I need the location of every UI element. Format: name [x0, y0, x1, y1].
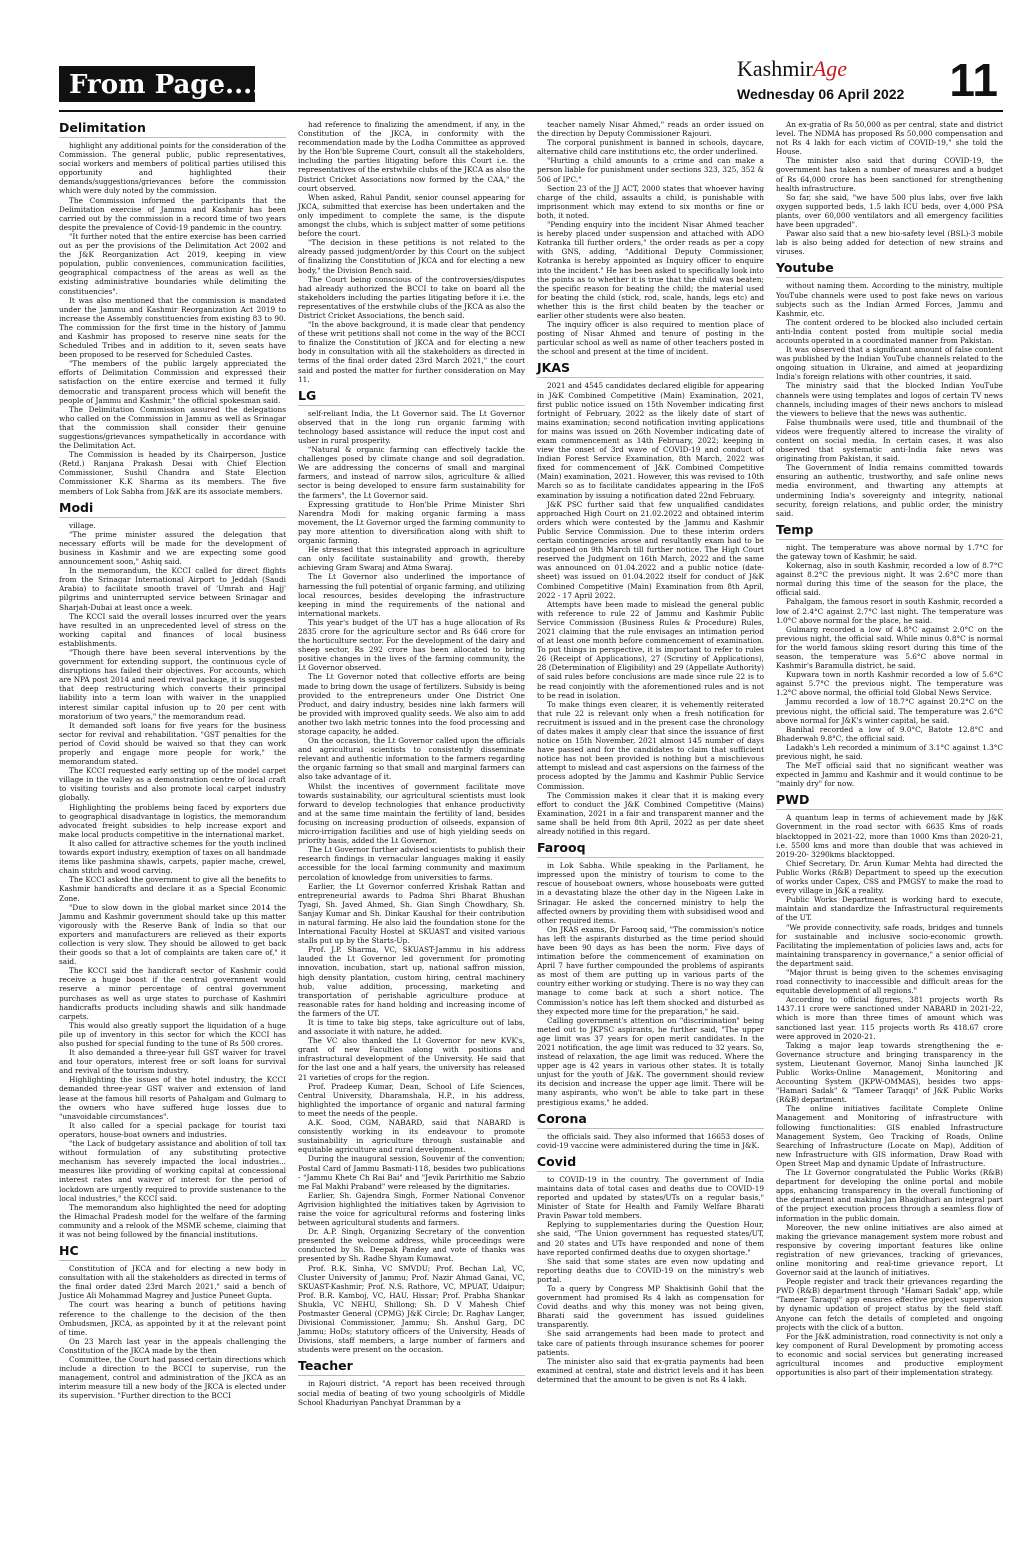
- column-4: [776, 120, 1003, 1552]
- article-paragraph: Expressing gratitude to Hon'ble Prime Minister Shri Narendra Modi for making organic farming a mass movement, the Lt Governor urged the farming community to pay more attention to diversification along with shift to organic farming.: [298, 499, 525, 546]
- article-paragraph: The MeT official said that no significant weather was expected in Jammu and Kashmir and it would continue to be "mainly dry" for now.: [776, 761, 1003, 789]
- article-paragraph: It also called for a special package for tourist taxi operators, house-boat owners and industries.: [59, 1120, 286, 1139]
- article-paragraph: Prof. Pradeep Kumar, Dean, School of Life Sciences, Central University, Dharamshala, H.P., in his address, highlighted the importance of organic and natural farming to meet the needs of the people.: [298, 1081, 525, 1118]
- article-paragraph: When asked, Rahul Pandit, senior counsel appearing for JKCA, submitted that exercise has been undertaken and the only impediment to complete the same, is the dispute amongst the clubs, which is subject matter of some petitions before the court.: [298, 192, 525, 239]
- article-paragraph: Attempts have been made to mislead the general public with reference to rule 22 of Jammu and Kashmir Public Service Commission (Business Rules & Procedure) Rules, 2021 claiming that the rule envisages an intimation period of at least one month before commencement of examination. To put things in perspective, it is important to refer to rules 26 (Receipt of Applications), 27 (Scrutiny of Applications), 28 (Determination of Eligibility) and 29 (Appellate Authority) of said rules before conclusions are made since rule 22 is to be read conjointly with the aforementioned rules and is not to be read in isolation.: [537, 599, 764, 700]
- article-paragraph: Taking a major leap towards strengthening the e-Governance structure and bringing transparency in the system, Lieutenant Governor, Manoj Sinha launched JK Public Works-Online Management, Monitoring and Accounting System (JKPW-OMMAS), besides two apps- "Hamari Sadak" & "Tameer Taraqqi" of J&K Public Works (R&B) department.: [776, 1040, 1003, 1105]
- section-heading: HC: [59, 1243, 286, 1261]
- article-paragraph: Dr. A.P. Singh, Organizing Secretary of the convention presented the welcome address, while proceedings were conducted by Sh. Deepak Pandey and vote of thanks was presented by Sh. Radhe Shyam Kumawat.: [298, 1227, 525, 1264]
- article-paragraph: A.K. Sood, CGM, NABARD, said that NABARD is consistently working in its endeavour to promote sustainability in agriculture through sustainable and equitable agriculture and rural development.: [298, 1118, 525, 1155]
- article-paragraph: self-reliant India, the Lt Governor said. The Lt Governor observed that in the long run organic farming with technology based assistance will reduce the input cost and usher in rural prosperity.: [298, 408, 525, 445]
- article-paragraph: During the inaugural session, Souvenir of the convention; Postal Card of Jammu Basmati-118, besides two publications - "Jammu Khete Ch Rai Bai" and "Jevik Parirthitio me Sabzio me Fal Makhi Praband" were released by the dignitaries.: [298, 1154, 525, 1191]
- article-paragraph: The minister also said that during COVID-19, the government has taken a number of measures and a budget of Rs 64,000 crore has been sanctioned for strengthening health infrastructure.: [776, 156, 1003, 193]
- article-paragraph: "Though there have been several interventions by the government for extending support, the continuous cycle of disruptions has failed their objectives. For accounts, which are NPA post 2014 and need revival package, it is suggested that deep restructuring which converts their principal liability into a term loan with waiver in the unapplied interest similar capital infusion up to 20 per cent with moratorium of two years," the memorandum read.: [59, 647, 286, 721]
- article-paragraph: The Commission informed the participants that the Delimitation exercise of Jammu and Kashmir has been carried out by the commission in a record time of two years despite the prevalence of Covid-19 pandemic in the country.: [59, 195, 286, 232]
- article-paragraph: Moreover, the new online initiatives are also aimed at making the grievance management system more robust and responsive by covering important features like online registration of new grievances, tracking of grievances, online monitoring and real-time grievance report, Lt Governor said at the launch of initiatives.: [776, 1222, 1003, 1278]
- article-paragraph: village.: [69, 520, 96, 530]
- article-paragraph: Pahalgam, the famous resort in south Kashmir, recorded a low of 2.4°C against 2.7°C last night. The temperature was 1.0°C above normal for the place, he said.: [776, 597, 1003, 625]
- article-paragraph: the officials said. They also informed that 16653 doses of covid-19 vaccine were administered during the time in J&K.: [537, 1131, 764, 1150]
- article-paragraph: Replying to supplementaries during the Question Hour, she said, "The Union government has requested states/UT, and 20 states and UTs have responded and none of them have reported confirmed deaths due to oxygen shortage.": [537, 1220, 764, 1257]
- section-banner: From Page....01: [59, 66, 255, 102]
- article-paragraph: teacher namely Nisar Ahmed," reads an order issued on the direction by Deputy Commissioner Rajouri.: [537, 120, 764, 139]
- article-paragraph: Committee, the Court had passed certain directions which include a direction to the BCCI to supervise, run the management, control and administration of the JKCA as an interim measure till a new body of the JKCA is elected under its supervision. "Further direction to the BCCI: [59, 1355, 286, 1401]
- article-paragraph: It is time to take big steps, take agriculture out of labs, and associate it with nature, he added.: [298, 1018, 525, 1037]
- page-number: 11: [949, 54, 998, 106]
- article-paragraph: Gulmarg recorded a low of 4.8°C against 2.0°C on the previous night, the official said. While minus 0.8°C is normal for the world famous skiing resort during this time of the season, the temperature was 5.6°C above normal in Kashmir's Baramulla district, he said.: [776, 624, 1003, 671]
- article-paragraph: Highlighting the issues of the hotel industry, the KCCI demanded three-year GST waiver and extension of land lease at the famous hill resorts of Pahalgam and Gulmarg to the owners who have suffered huge losses due to "unavoidable circumstances".: [59, 1075, 286, 1121]
- article-paragraph: "Hurting a child amounts to a crime and can make a person liable for punishment under sections 323, 325, 352 & 506 of IPC.": [537, 156, 764, 184]
- article-paragraph: The KCCI requested early setting up of the model carpet village in the valley as a demonstration centre of local craft to visiting tourists and also promote local carpet industry globally.: [59, 766, 286, 803]
- article-paragraph: The inquiry officer is also required to mention place of posting of Nisar Ahmed and tenure of posting in the particular school as well as name of other teachers posted in the school and present at the time of incident.: [537, 320, 764, 357]
- masthead: [737, 58, 927, 108]
- article-paragraph: Prof. J.P. Sharma, VC, SKUAST-Jammu in his address lauded the Lt Governor led government for promoting innovation, incubation, start up, national saffron mission, high density plantation, custom hiring, central machinery hub, value addition, processing, marketing and transportation of perishable agriculture produce at reasonable rates for hand holding and increasing income of the farmers of the UT.: [298, 945, 525, 1018]
- article-paragraph: Public Works Department is working hard to execute, maintain and standardize the Infrastructural requirements of the UT.: [776, 895, 1003, 923]
- article-paragraph: It was also mentioned that the commission is mandated under the Jammu and Kashmir Reorganization Act 2019 to increase the Assembly constituencies from existing 83 to 90. The commission for the first time in the history of Jammu and Kashmir has proposed to reserve nine seats for the Scheduled Tribes and in addition to it, seven seats have been proposed to be reserved for Scheduled Castes.: [59, 295, 286, 360]
- issue-date: Wednesday 06 April 2022: [737, 86, 905, 102]
- article-paragraph: Highlighting the problems being faced by exporters due to geographical disadvantage in logistics, the memorandum advocated freight subsidies to help increase export and make local products competitive in the international market.: [59, 802, 286, 839]
- column-1: [59, 120, 286, 1552]
- article-paragraph: night. The temperature was above normal by 1.7°C for the gateway town of Kashmir, he said.: [776, 542, 1003, 561]
- section-heading: Modi: [59, 500, 286, 518]
- article-paragraph: The Court being conscious of the controversies/disputes had already authorized the BCCI to take on board all the stakeholders including the parties litigating before it i.e. the representatives of the erstwhile clubs of the JKCA as also the District Cricket Associations, the bench said.: [298, 274, 525, 320]
- article-paragraph: It also demanded a three-year full GST waiver for travel and tour operators, interest free or soft loans for survival and revival of the tourism industry.: [59, 1048, 286, 1076]
- article-paragraph: The VC also thanked the Lt Governor for new KVK's, grant of new Faculties along with positions and infrastructural development of the University. He said that for the last one and a half years, the university has released 21 varieties of crops for the region.: [298, 1036, 525, 1082]
- article-paragraph: On JKAS exams, Dr Farooq said, "The commission's notice has left the aspirants disturbed as the time period should have been 90 days as has been the norm. Five days of intimation before the commencement of examination on April 7 have further compounded the problems of aspirants as most of them are putting up in various parts of the country either working or studying. There is no way they can manage to come back at such a short notice. The Commission's notice has left them shocked and disturbed as they expected more time for the preparation," he said.: [537, 924, 764, 1016]
- article-paragraph: The court was hearing a bunch of petitions having reference to the challenge to the decision of the then Ombudsmen, JKCA, as appointed by it at the relevant point of time.: [59, 1300, 286, 1337]
- article-paragraph: The KCCI said the overall losses incurred over the years have resulted in an unprecedented level of stress on the working capital and finances of local business establishments.: [59, 611, 286, 648]
- article-paragraph: Whilst the incentives of government facilitate move towards sustainability, our agricultural scientists must look forward to develop technologies that enhance productivity and at the same time maintain the fertility of land, besides focusing on increasing production of oilseeds, expansion of micro-irrigation facilities and use of high yielding seeds on priority basis, added the Lt Governor.: [298, 781, 525, 846]
- header-rule: [59, 110, 1003, 112]
- article-paragraph: An ex-gratia of Rs 50,000 as per central, state and district level. The NDMA has proposed Rs 50,000 compensation and not Rs 4 lakh for each victim of COVID-19," she told the House.: [776, 120, 1003, 157]
- article-paragraph: 2021 and 4545 candidates declared eligible for appearing in J&K Combined Competitive (Main) Examination, 2021, first public notice issued on 15th November indicating first fortnight of February, 2022 as the likely date of start of mains examination; second notification inviting applications for mains was issued on 26th November indicating date of exam commencement as 14th February, 2022; keeping in view the onset of 3rd wave of COVID-19 and conduct of Indian Forest Service Examination, 8th March, 2022 was fixed for commencement of J&K Combined Competitive (Main) examination, 2021. However, this was revised to 10th March so as to facilitate candidates appearing in the IFoS examination by issuing a notification dated 22nd February.: [537, 381, 764, 500]
- article-paragraph: The corporal punishment is banned in schools, daycare, alternative child care institutions etc, the order underlined.: [537, 138, 764, 157]
- article-paragraph: The KCCI asked the government to give all the benefits to Kashmir handicrafts and declare it as a Special Economic Zone.: [59, 875, 286, 903]
- section-heading: Delimitation: [59, 120, 286, 138]
- article-paragraph: Jammu recorded a low of 18.7°C against 20.2°C on the previous night, the official said. The temperature was 2.6°C above normal for J&K's winter capital, he said.: [776, 697, 1003, 725]
- article-paragraph: "Due to slow down in the global market since 2014 the Jammu and Kashmir government should take up this matter vigorously with the Reserve Bank of India so that our exporters and manufacturers are relieved as their exports collection is very slow. They should be allowed to get back their goods so that a lot of complaints are taken care of," it said.: [59, 902, 286, 967]
- article-paragraph: "Natural & organic farming can effectively tackle the challenges posed by climate change and soil degradation. We are addressing the concerns of small and marginal farmers, and instead of narrow silos, agriculture & allied sector is being developed to ensure farm sustainability for the farmers", the Lt Governor said.: [298, 445, 525, 500]
- article-paragraph: in Rajouri district. "A report has been received through social media of beating of two young schoolgirls of Middle School Khaduriyan Panchyat Dramman by a: [298, 1379, 525, 1407]
- article-paragraph: The Lt Governor congratulated the Public Works (R&B) department for developing the online portal and mobile apps, enhancing transparency in the overall functioning of the department and making Jan Bhagidhari an integral part of the project execution process through a seamless flow of information in the public domain.: [776, 1168, 1003, 1223]
- article-paragraph: highlight any additional points for the consideration of the Commission. The general public, public representatives, social workers and members of political parties utilised this opportunity and highlighted their demands/suggestions/grievances before the commission which were duly noted by the commission.: [59, 141, 286, 196]
- article-paragraph: It demanded soft loans for five years for the business sector for revival and rehabilitation. "GST penalties for the period of Covid should be waived so that they can work properly and engage more people for work," the memorandum stated.: [59, 720, 286, 767]
- article-paragraph: The Lt Governor also underlined the importance of harnessing the full potential of organic farming, and utilizing local resources, besides developing the infrastructure keeping in mind the requirements of the national and international markets.: [298, 572, 525, 618]
- article-paragraph: "the Lack of budgetary assistance and abolition of toll tax without formulation of any substituting protective mechanism has severely impacted the local industries... measures like providing of working capital at concessional interest rates and waiver of interest for the period of lockdown are urgently required to provide sustenance to the local industries," the KCCI said.: [59, 1139, 286, 1203]
- section-heading: Corona: [537, 1111, 764, 1129]
- column-3: [537, 120, 764, 1552]
- article-paragraph: False thumbnails were used, title and thumbnail of the videos were frequently altered to increase the virality of content on social media. In certain cases, it was also observed that systematic anti-India fake news was originating from Pakistan, it said.: [776, 417, 1003, 464]
- article-paragraph: Constitution of JKCA and for electing a new body in consultation with all the stakeholders as directed in terms of the final order dated 23rd March 2021," said a bench of Justice Ali Mohammad Magrey and Justice Puneet Gupta.: [59, 1264, 286, 1301]
- article-paragraph: The Commission makes it clear that it is making every effort to conduct the J&K Combined Competitive (Mains) Examination, 2021 in a fair and transparent manner and the same shall be held from 8th April, 2022 as per date sheet already notified in this regard.: [537, 790, 764, 837]
- section-heading: Farooq: [537, 840, 764, 858]
- article-paragraph: "The prime minister assured the delegation that necessary efforts will be made for the development of business in Kashmir and we are expecting some good announcement soon," Ashiq said.: [59, 529, 286, 567]
- article-paragraph: in Lok Sabha. While speaking in the Parliament, he impressed upon the ministry of tourism to come to the rescue of houseboat owners, whose houseboats were gutted in a devastating blaze the other day in the Nigeen Lake in Srinagar. He asked the concerned ministry to help the affected owners by providing them with subsidised wood and other required items.: [537, 861, 764, 925]
- article-paragraph: She said that some states are even now updating and reporting deaths due to COVID-19 on the ministry's web portal.: [537, 1256, 764, 1284]
- article-paragraph: People register and track their grievances regarding the PWD (R&B) department through "Hamari Sadak" app, while "Tameer Taraqqi" app ensures effective project supervision by dynamic updation of project status by the field staff. Anyone can fetch the details of completed and ongoing projects with the click of a button.: [776, 1277, 1003, 1332]
- article-paragraph: On the occasion, the Lt Governor called upon the officials and agricultural scientists to consistently disseminate relevant and authentic information to the farmers regarding the organic farming so that small and marginal farmers can also take advantage of it.: [298, 736, 525, 782]
- article-paragraph: Prof. R.K. Sinha, VC SMVDU; Prof. Bechan Lal, VC, Cluster University of Jammu; Prof. Nazir Ahmad Ganai, VC, SKUAST-Kashmir; Prof. N.S. Rathore, VC, MPUAT, Udaipur; Prof. B.R. Kamboj, VC, HAU, Hissar; Prof. Prabha Shankar Shukla, VC NEHU, Shillong; Sh. D V Mahesh Chief Postmaster General (CPMG) J&K Circle; Dr. Raghav Langer, Divisional Commissioner, Jammu; Sh. Anshul Garg, DC Jammu; HoDs; statutory officers of the University, Heads of Divisions, staff members, a large number of farmers and students were present on the occasion.: [298, 1263, 525, 1355]
- article-paragraph: The online initiatives facilitate Complete Online Management and Monitoring of infrastructure with following functionalities: GIS enabled Infrastructure Management System, Geo Tracking of Roads, Online Searching of Infrastructure (Locate on Map), Addition of new Infrastructure with GIS information, Draw Road with Open Street Map and dynamic Update of Infrastructure.: [776, 1104, 1003, 1168]
- article-paragraph: He stressed that this integrated approach in agriculture can only facilitate sustainability and growth, thereby achieving Gram Swaraj and Atma Swaraj.: [298, 545, 525, 573]
- article-paragraph: Calling government's attention on "discrimination" being meted out to JKPSC aspirants, he further said, "The upper age limit was 37 years for open merit candidates. In the 2021 notification, the age limit was reduced to 32 years. So, instead of relaxation, the age limit was reduced. Where the upper age is 42 years in various other states. It is totally unjust for the youth of J&K. The government should review its decision and increase the upper age limit. There will be many aspirants, who won't be able to take part in these prestigious exams," he added.: [537, 1015, 764, 1107]
- masthead-logo: [737, 58, 927, 80]
- article-paragraph: Earlier, Sh. Gajendra Singh, Former National Convenor Agrivision highlighted the initiatives taken by Agrivision to raise the voice for agricultural reforms and fostering links between agricultural students and farmers.: [298, 1190, 525, 1228]
- masthead-age: Age: [812, 56, 847, 81]
- article-paragraph: Earlier, the Lt Governor conferred Krishak Rattan and entrepreneurial awards to Padma Shri Bharat Bhushan Tyagi, Sh. Javed Ahmed, Sh. Gian Singh Chowdhary, Sh. Sanjay Kumar and Sh. Dinkar Kaushal for their contribution in natural farming. He also laid the foundation stone for the International Faculty Hostel at SKUAST and visited various stalls put up by the Starts-Up.: [298, 881, 525, 946]
- article-paragraph: The minister also said that ex-gratia payments had been examined at central, state and district levels and it has been determined that the amount to be given is not Rs 4 lakh.: [537, 1356, 764, 1384]
- section-heading: JKAS: [537, 360, 764, 378]
- article-paragraph: Kupwara town in north Kashmir recorded a low of 5.6°C against 5.7°C the previous night. The temperature was 1.2°C above normal, the official told Global News Service.: [776, 670, 1003, 698]
- article-paragraph: had reference to finalizing the amendment, if any, in the Constitution of the JKCA, in conformity with the recommendation made by the Lodha Committee as approved by the Hon'ble Supreme Court, consult all the stakeholders, including the parties litigating before this Court i.e. the representatives of the erstwhile clubs of the JKCA as also the District Cricket Associations now formed by the CAA," the court observed.: [298, 120, 525, 193]
- article-paragraph: A quantum leap in terms of achievement made by J&K Government in the road sector with 6635 Kms of roads blacktopped in 2021-22, more than 1000 Kms than 2020-21, i.e. 5500 kms and more than double that was achieved in 2019-20- 3290kms blacktopped.: [776, 813, 1003, 859]
- article-paragraph: "We provide connectivity, safe roads, bridges and tunnels for sustainable and inclusive socio-economic growth. Facilitating the implementation of policies laws and, acts for maintaining transparency in governance," a senior official of the department said.: [776, 922, 1003, 968]
- article-paragraph: Section 23 of the JJ ACT, 2000 states that whoever having charge of the child, assaults a child, is punishable with imprisonment which may extend to six months or fine or both, it noted.: [537, 183, 764, 220]
- article-paragraph: Ladakh's Leh recorded a minimum of 3.1°C against 1.3°C previous night, he said.: [776, 742, 1003, 761]
- article-paragraph: The memorandum also highlighted the need for adopting the Himachal Pradesh model for the welfare of the farming community and a relook of the MSME scheme, claiming that it was not being followed by the financial institutions.: [59, 1202, 286, 1239]
- article-paragraph: The KCCI said the handicraft sector of Kashmir could receive a huge boost if the central government would reserve a minor percentage of central government purchases as well as urge states to purchase of Kashmiri handicrafts products including shawls and silk handmade carpets.: [59, 966, 286, 1021]
- article-paragraph: It also called for attractive schemes for the youth inclined towards export industry, exemption of taxes on all handmade items like pashmina shawls, carpets, papier mache, crewel, chain stitch and wood carving.: [59, 838, 286, 876]
- article-paragraph: In the memorandum, the KCCI called for direct flights from the Srinagar International Airport to Jeddah (Saudi Arabia) to facilitate smooth travel of 'Umrah and Hajj' pilgrims and uninterrupted service between Srinagar and Sharjah-Dubai at least once a week.: [59, 566, 286, 612]
- section-heading: Teacher: [298, 1358, 525, 1376]
- section-heading: Covid: [537, 1154, 764, 1172]
- article-paragraph: Kokernag, also in south Kashmir, recorded a low of 8.7°C against 8.2°C the previous night. It was 2.6°C more than normal during this time of the season for the place, the official said.: [776, 561, 1003, 598]
- article-paragraph: J&K PSC further said that few unqualified candidates approached High Court on 21.02.2022 and obtained interim orders which were contested by the Jammu and Kashmir Public Service Commission. Due to these interim orders certain contingencies arose and resultantly exam had to be postponed on 9th March till further notice. The High Court reserved the Judgment on 16th March, 2022 and the same was announced on 01.04.2022 and a public notice (date-sheet) was issued on 01.04.2022 itself for conduct of J&K Combined Competitive (Main) Examination from 8th April, 2022 - 17 April 2022.: [537, 499, 764, 600]
- article-paragraph: to COVID-19 in the country. The government of India maintains data of total cases and deaths due to COVID-19 reported and updated by states/UTs on a regular basis," Minister of State for Health and Family Welfare Bharati Pravin Pawar told members.: [537, 1174, 764, 1221]
- article-paragraph: She said arrangements had been made to protect and take care of patients through insurance schemes for poorer patients.: [537, 1329, 764, 1357]
- article-paragraph: "The members of the public largely appreciated the efforts of Delimitation Commission and expressed their satisfaction on the entire exercise and termed it fully democratic and transparent process which will benefit the people of Jammu and Kashmir," the official spokesman said.: [59, 359, 286, 405]
- article-paragraph: The Lt Governor further advised scientists to publish their research findings in vernacular languages making it easily accessible for the local farming community and maximum percolation of knowledge from universities to farms.: [298, 845, 525, 882]
- article-paragraph: On 23 March last year in the appeals challenging the Constitution of the JKCA made by the then: [59, 1336, 286, 1355]
- article-paragraph: This would also greatly support the liquidation of a huge pile up of inventory in this sector for which the KCCI has also pushed for special funding to the tune of Rs 500 crores.: [59, 1020, 286, 1048]
- article-paragraph: Chief Secretary, Dr. Arun Kumar Mehta had directed the Public Works (R&B) Department to speed up the execution of works under Capex, CSS and PMGSY to make the road to every village in J&K a reality.: [776, 858, 1003, 896]
- article-paragraph: The ministry said that the blocked Indian YouTube channels were using templates and logos of certain TV news channels, including images of their news anchors to mislead the viewers to believe that the news was authentic.: [776, 381, 1003, 418]
- article-paragraph: So far, she said, "we have 500 plus labs, over five lakh oxygen supported beds, 1.5 lakh ICU beds, over 4,000 PSA plants, over 60,000 ventilators and all emergency facilities have been upgraded".: [776, 192, 1003, 230]
- article-paragraph: To make things even clearer, it is vehemently reiterated that rule 22 is relevant only when a fresh notification for recruitment is issued and in the present case the chronology of dates makes it amply clear that since the issuance of first notice on 15th November, 2021 almost 145 number of days have passed and for the candidates to claim that sufficient notice has not been provided is nothing but a mischievous attempt to mislead and cast aspersions on the fairness of the process adopted by the Jammu and Kashmir Public Service Commission.: [537, 699, 764, 791]
- article-columns: [59, 120, 1003, 1552]
- article-paragraph: This year's budget of the UT has a huge allocation of Rs 2835 crore for the agriculture sector and Rs 646 crore for the horticulture sector. For the development of the dairy and sheep sector, Rs 292 crore has been allocated to bring positive changes in the lives of the farming community, the Lt Governor observed.: [298, 617, 525, 673]
- article-paragraph: "Pending enquiry into the incident Nisar Ahmed teacher is hereby placed under suspension and attached with ADO Kotranka till further orders," the order reads as per a copy with GNS, adding, "Additional Deputy Commissioner, Kotranka is hereby appointed as Inquiry officer to enquire into the incident." He has been asked to specifically look into the points as to whether it is true that the child was beaten; the specific reason for beating the child; the material used for beating the child (stick, rod, scale, hands, legs etc) and whether this is the first child beaten by the teacher or earlier other students were also beaten.: [537, 220, 764, 320]
- section-heading: LG: [298, 388, 525, 406]
- article-paragraph: The Delimitation Commission assured the delegations who called on the Commission in Jammu as well as Srinagar that the commission shall consider their genuine suggestions/grievances sympathetically in accordance with the Delimitation Act.: [59, 404, 286, 451]
- article-paragraph: "It further noted that the entire exercise has been carried out as per the provisions of the Delimitation Act 2002 and the J&K Reorganization Act 2019, keeping in view population, public conveniences, communication facilities, geographical compactness of the areas as well as the existing administrative boundaries while delimiting the constituencies".: [59, 231, 286, 296]
- article-paragraph: The Government of India remains committed towards ensuring an authentic, trustworthy, and safe online news media environment, and thwarting any attempts at undermining India's sovereignty and integrity, national security, foreign relations, and public order, the ministry said.: [776, 463, 1003, 518]
- article-paragraph: Banihal recorded a low of 9.0°C, Batote 12.8°C and Bhaderwah 9.8°C, the official said.: [776, 724, 1003, 743]
- article-paragraph: "The decision in these petitions is not related to the already passed judgment/order by this Court on the subject of finalizing the Constitution of JKCA and for electing a new body," the Division Bench said.: [298, 238, 525, 275]
- section-heading: PWD: [776, 792, 1003, 810]
- article-paragraph: "Major thrust is being given to the schemes envisaging road connectivity to inaccessible and difficult areas for the equitable development of all regions.": [776, 967, 1003, 996]
- article-paragraph: According to official figures, 381 projects worth Rs 1437.11 crore were sanctioned under NABARD in 2021-22, which is more than three times of amount which was sanctioned last year. 115 projects worth Rs 418.67 crore were approved in 2020-21.: [776, 995, 1003, 1041]
- article-paragraph: It was observed that a significant amount of false content was published by the Indian YouTube channels related to the ongoing situation in Ukraine, and aimed at jeopardizing India's foreign relations with other countries, it said.: [776, 345, 1003, 382]
- article-paragraph: The Lt Governor noted that collective efforts are being made to bring down the usage of fertilizers. Subsidy is being provided to the entrepreneurs under One District One Product, and dairy industry, besides nine lakh farmers will be provided with improved quality seeds. We also aim to add another two lakh metric tonnes into the food processing and storage capacity, he added.: [298, 672, 525, 736]
- article-paragraph: The content ordered to be blocked also included certain anti-India content posted from multiple social media accounts operated in a coordinated manner from Pakistan.: [776, 317, 1003, 345]
- article-paragraph: Pawar also said that a new bio-safety level (BSL)-3 mobile lab is also being added for detection of new strains and viruses.: [776, 229, 1003, 257]
- masthead-kashmir: Kashmir: [737, 56, 813, 81]
- article-paragraph: without naming them. According to the ministry, multiple YouTube channels were used to post fake news on various subjects such as the Indian Armed Forces, Jammu and Kashmir, etc.: [776, 281, 1003, 318]
- article-paragraph: For the J&K administration, road connectivity is not only a key component of Rural Development by promoting access to economic and social services but generating increased agricultural incomes and productive employment opportunities is also part of their implementation strategy.: [776, 1331, 1003, 1378]
- section-heading: Youtube: [776, 260, 1003, 278]
- section-heading: Temp: [776, 522, 1003, 540]
- article-paragraph: To a query by Congress MP Shaktisinh Gohil that the government had promised Rs 4 lakh as compensation for Covid deaths and why this money was not being given, Bharati said the government has issued guidelines transparently.: [537, 1283, 764, 1330]
- column-2: [298, 120, 525, 1552]
- article-paragraph: "In the above background, it is made clear that pendency of these writ petitions shall not come in the way of the BCCI to finalize the Constitution of JKCA and for electing a new body in consultation with all the stakeholders as directed in terms of the final order dated 23rd March 2021," the court said and posted the matter for further consideration on May 11.: [298, 320, 525, 384]
- article-paragraph: The Commission is headed by its Chairperson, Justice (Retd.) Ranjana Prakash Desai with Chief Election Commissioner, Sushil Chandra and State Election Commissioner K.K Sharma as its members. The five members of Lok Sabha from J&K are its associate members.: [59, 450, 286, 496]
